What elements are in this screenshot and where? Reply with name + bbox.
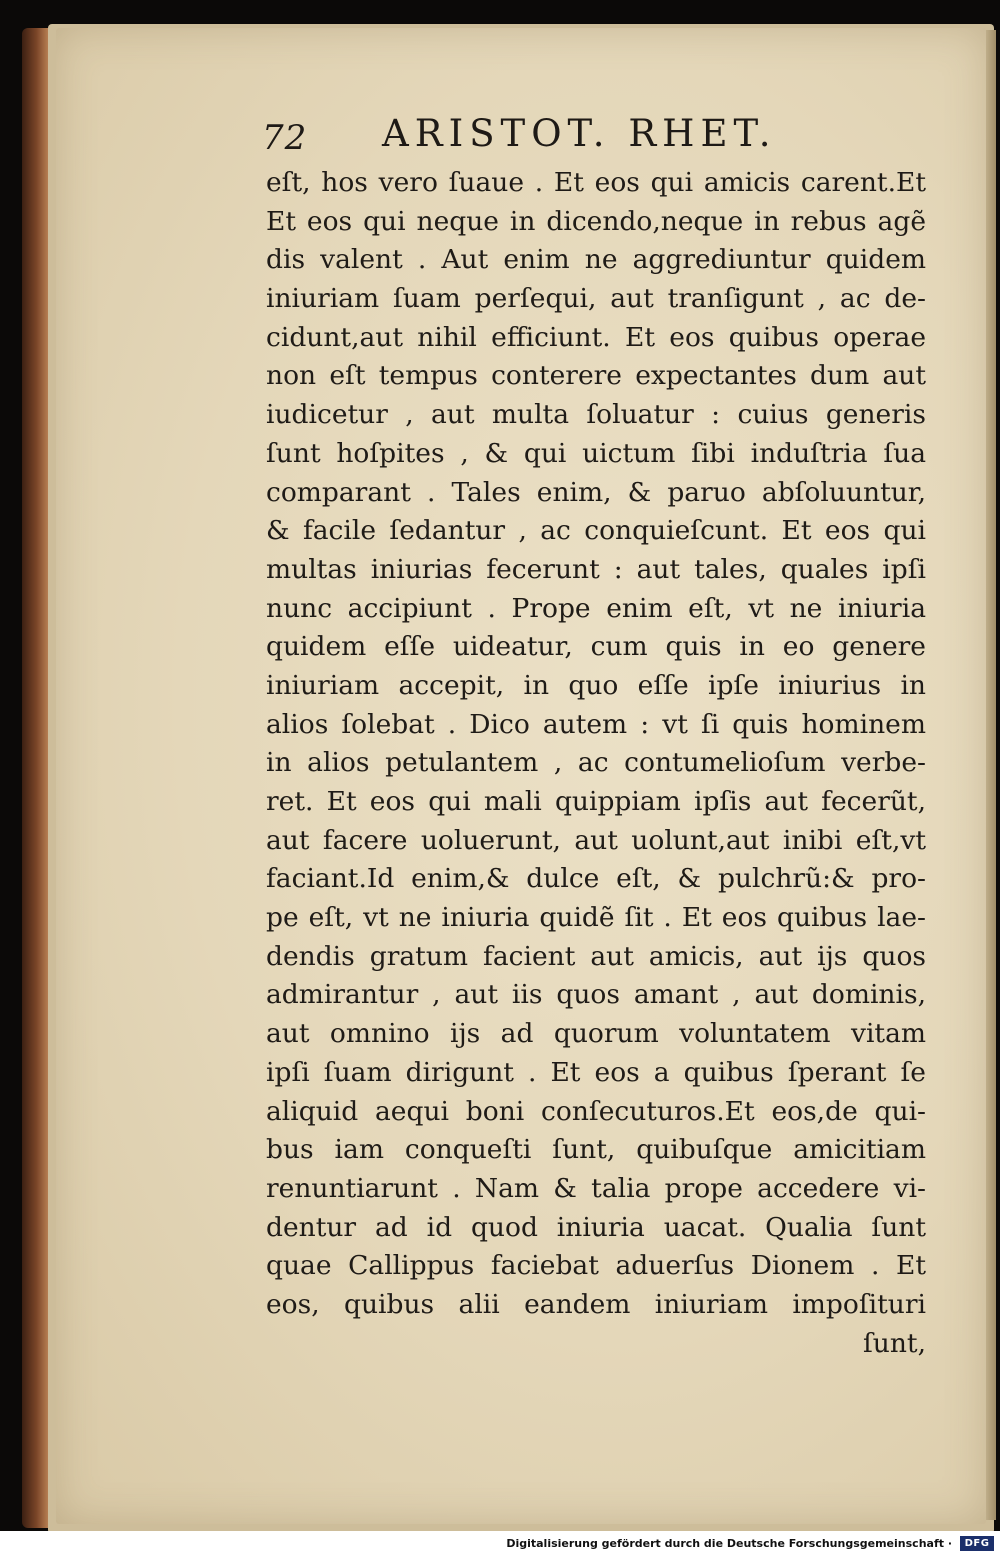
text-line: pe eſt, vt ne iniuria quidẽ ſit . Et eos quibus lae- bbox=[266, 902, 926, 934]
text-line: quae Callippus faciebat aduerſus Dionem . Et bbox=[266, 1250, 926, 1282]
text-line: in alios petulantem , ac contumelioſum verbe- bbox=[266, 747, 926, 779]
text-line: ret. Et eos qui mali quippiam ipſis aut fecerũt, bbox=[266, 786, 926, 817]
text-line: non eſt tempus conterere expectantes dum aut bbox=[266, 360, 926, 392]
digitization-footer bbox=[0, 1531, 1000, 1559]
page-header bbox=[262, 112, 872, 156]
text-line: admirantur , aut iis quos amant , aut dominis, bbox=[266, 979, 926, 1011]
page-number: 72 bbox=[262, 118, 308, 158]
text-line: dendis gratum facient aut amicis, aut ijs quos bbox=[266, 940, 926, 972]
funding-credit: Digitalisierung gefördert durch die Deutsche Forschungsgemeinschaft · bbox=[506, 1537, 952, 1550]
text-line: quidem eſſe uideatur, cum quis in eo genere bbox=[266, 631, 926, 663]
text-line: ipſi ſuam dirigunt . Et eos a quibus ſperant ſe bbox=[266, 1056, 926, 1088]
text-line: comparant . Tales enim, & paruo abſoluuntur, bbox=[266, 476, 926, 508]
text-line: alios ſolebat . Dico autem : vt ſi quis hominem bbox=[266, 708, 926, 740]
text-line: Et eos qui neque in dicendo,neque in rebus agẽ bbox=[266, 205, 926, 237]
body-text bbox=[266, 164, 926, 1363]
text-line: cidunt,aut nihil efficiunt. Et eos quibus operae bbox=[266, 321, 926, 353]
text-line: iniuriam accepit, in quo eſſe ipſe iniurius in bbox=[266, 669, 926, 701]
text-line: aliquid aequi boni conſecuturos.Et eos,de qui- bbox=[266, 1095, 926, 1127]
text-line: & facile ſedantur , ac conquieſcunt. Et eos qui bbox=[266, 515, 926, 547]
dfg-logo: DFG bbox=[960, 1536, 994, 1551]
text-line: bus iam conqueſti ſunt, quibuſque amicitiam bbox=[266, 1134, 926, 1166]
text-line: ſunt hoſpites , & qui uictum ſibi induſtria ſua bbox=[266, 437, 926, 469]
text-line: dis valent . Aut enim ne aggrediuntur quidem bbox=[266, 244, 926, 276]
text-line: eos, quibus alii eandem iniuriam impoſituri bbox=[266, 1288, 926, 1320]
text-line: dentur ad id quod iniuria uacat. Qualia ſunt bbox=[266, 1211, 926, 1243]
text-line: aut facere uoluerunt, aut uolunt,aut inibi eſt,vt bbox=[266, 824, 926, 856]
text-line: renuntiarunt . Nam & talia prope accedere vi- bbox=[266, 1172, 926, 1204]
text-line: nunc accipiunt . Prope enim eſt, vt ne iniuria bbox=[266, 592, 926, 624]
text-line: ſunt, bbox=[862, 1327, 926, 1359]
text-line: aut omnino ijs ad quorum voluntatem vitam bbox=[266, 1018, 926, 1050]
text-line: iniuriam ſuam perſequi, aut tranſigunt , ac de- bbox=[266, 283, 926, 315]
page-right-edge bbox=[986, 30, 996, 1520]
text-line: faciant.Id enim,& dulce eſt, & pulchrũ:& pro- bbox=[266, 863, 926, 895]
text-line: eſt, hos vero ſuaue . Et eos qui amicis carent.Et bbox=[266, 167, 926, 198]
text-line: multas iniurias fecerunt : aut tales, quales ipſi bbox=[266, 553, 926, 585]
running-title: ARISTOT. RHET. bbox=[382, 112, 777, 155]
text-line: iudicetur , aut multa ſoluatur : cuius generis bbox=[266, 399, 926, 431]
